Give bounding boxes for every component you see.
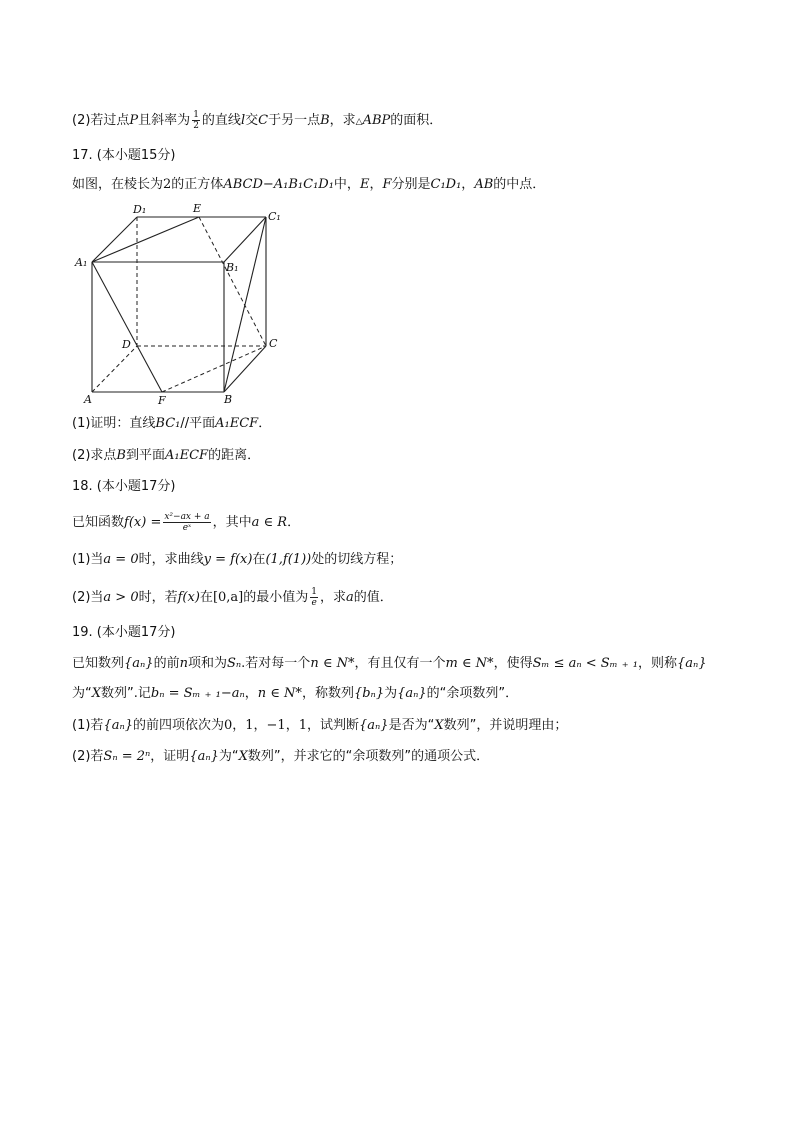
text: ． bbox=[258, 416, 272, 431]
frac-num: x²−ax + a bbox=[164, 512, 210, 522]
math-an: {aₙ} bbox=[103, 718, 133, 733]
math-point: (1,f(1)) bbox=[265, 552, 312, 567]
text: (2)若 bbox=[72, 749, 104, 764]
text: ，有且仅有一个 bbox=[354, 656, 446, 671]
text: 为 bbox=[384, 686, 398, 701]
q18-part2 bbox=[72, 587, 393, 608]
label-C: C bbox=[269, 337, 278, 350]
math-cube: ABCD−A₁B₁C₁D₁ bbox=[223, 177, 334, 192]
math-ineq: Sₘ ≤ aₙ < Sₘ ₊ ₁ bbox=[532, 656, 639, 671]
q18-header: 18. (本小题17分) bbox=[72, 479, 176, 494]
text: 于另一点 bbox=[268, 113, 321, 128]
label-A1: A₁ bbox=[75, 256, 88, 269]
text: ，求 bbox=[320, 590, 347, 605]
text: 的前四项依次为 bbox=[132, 718, 224, 733]
q18-part1 bbox=[72, 551, 402, 569]
math-E: E bbox=[359, 177, 370, 192]
text: 是否为“ bbox=[388, 718, 435, 733]
q18-stem bbox=[72, 512, 300, 533]
text: 的面积． bbox=[390, 113, 443, 128]
text: ， bbox=[461, 177, 475, 192]
math-cond: a > 0 bbox=[103, 590, 139, 605]
text: 到平面 bbox=[125, 448, 165, 463]
text: 在 bbox=[199, 590, 213, 605]
text: 的值． bbox=[353, 590, 393, 605]
label-D: D bbox=[122, 338, 131, 351]
text: ，称数列 bbox=[301, 686, 354, 701]
q19-header: 19. (本小题17分) bbox=[72, 625, 176, 640]
math-an: {aₙ} bbox=[397, 686, 427, 701]
q17-stem bbox=[72, 176, 545, 194]
math-Sn-def: Sₙ = 2ⁿ bbox=[103, 749, 151, 764]
math-B: B bbox=[320, 113, 330, 128]
text: 的最小值为 bbox=[243, 590, 309, 605]
text: (2)求点 bbox=[72, 448, 117, 463]
q17-part1 bbox=[72, 415, 271, 433]
math-values: 0，1，−1，1 bbox=[224, 718, 307, 733]
text: 项和为 bbox=[187, 656, 227, 671]
math-a: a bbox=[346, 590, 354, 605]
label-A: A bbox=[84, 393, 92, 406]
text: 为“ bbox=[72, 686, 92, 701]
math-bn-def: bₙ = Sₘ ₊ ₁−aₙ bbox=[150, 686, 245, 701]
text: ，其中 bbox=[212, 515, 252, 530]
text: 且斜率为 bbox=[138, 113, 191, 128]
text: ，使得 bbox=[493, 656, 533, 671]
text: 中， bbox=[333, 177, 360, 192]
text: 的直线 bbox=[201, 113, 241, 128]
text: //平面 bbox=[180, 416, 216, 431]
math-n: n bbox=[179, 656, 188, 671]
label-F: F bbox=[158, 394, 166, 407]
text: 已知数列 bbox=[72, 656, 125, 671]
text: ， bbox=[244, 686, 258, 701]
text: ，试判断 bbox=[306, 718, 359, 733]
label-C1: C₁ bbox=[268, 210, 281, 223]
text: 如图，在棱长为 bbox=[72, 177, 164, 192]
text: (2)若过点 bbox=[72, 113, 130, 128]
text: .若对每一个 bbox=[241, 656, 311, 671]
q19-line1 bbox=[72, 655, 707, 673]
text: ， bbox=[369, 177, 383, 192]
math-an: {aₙ} bbox=[677, 656, 707, 671]
text: (1)若 bbox=[72, 718, 104, 733]
text: 为“ bbox=[218, 749, 239, 764]
label-B1: B₁ bbox=[226, 261, 239, 274]
frac-den: eˣ bbox=[182, 523, 192, 533]
frac-den: 2 bbox=[193, 121, 199, 131]
text: ，求 bbox=[329, 113, 356, 128]
q19-line2 bbox=[72, 685, 518, 703]
math-B: B bbox=[116, 448, 126, 463]
q17-header: 17. (本小题15分) bbox=[72, 148, 176, 163]
math-cond: a = 0 bbox=[103, 552, 139, 567]
text: 的距离． bbox=[208, 448, 261, 463]
frac-num: 1 bbox=[311, 587, 317, 597]
math-an: {aₙ} bbox=[189, 749, 219, 764]
text: (1)当 bbox=[72, 552, 104, 567]
text: 的“余项数列”． bbox=[426, 686, 519, 701]
fraction-f bbox=[163, 512, 210, 533]
text: 分别是 bbox=[391, 177, 431, 192]
math-AB: AB bbox=[474, 177, 494, 192]
math-X: X bbox=[434, 718, 444, 733]
math-X: X bbox=[91, 686, 102, 701]
q17-part2 bbox=[72, 447, 260, 465]
math-eq: = bbox=[146, 515, 162, 530]
text: ． bbox=[287, 515, 301, 530]
math-an: {aₙ} bbox=[359, 718, 389, 733]
text: ，则称 bbox=[638, 656, 678, 671]
text: 数列”.记 bbox=[101, 686, 151, 701]
math-curve: y = f(x) bbox=[203, 552, 253, 567]
text: 的中点． bbox=[493, 177, 546, 192]
text: 的正方体 bbox=[171, 177, 224, 192]
triangle-symbol: △ bbox=[355, 117, 363, 127]
q19-part1 bbox=[72, 717, 567, 735]
math-A1ECF: A₁ECF bbox=[165, 448, 209, 463]
text: (2)当 bbox=[72, 590, 104, 605]
math-F: F bbox=[382, 177, 392, 192]
fraction-1-over-e bbox=[310, 587, 318, 608]
math-ABP: ABP bbox=[362, 113, 391, 128]
text: 时，求曲线 bbox=[138, 552, 204, 567]
math-l: l bbox=[240, 113, 246, 128]
label-D1: D₁ bbox=[133, 203, 147, 216]
math-C: C bbox=[258, 113, 269, 128]
frac-num: 1 bbox=[193, 110, 199, 120]
math-A1ECF: A₁ECF bbox=[215, 416, 259, 431]
math-BC1: BC₁ bbox=[155, 416, 181, 431]
math-Sn: Sₙ bbox=[226, 656, 242, 671]
math-bn: {bₙ} bbox=[353, 686, 385, 701]
text: 数列”，并求它的“余项数列”的通项公式． bbox=[247, 749, 490, 764]
math-n-in-N: n ∈ N* bbox=[310, 656, 355, 671]
text: 时，若 bbox=[138, 590, 178, 605]
text: 处的切线方程； bbox=[311, 552, 403, 567]
text: ，证明 bbox=[150, 749, 190, 764]
math-m-in-N: m ∈ N* bbox=[445, 656, 494, 671]
q19-part2 bbox=[72, 748, 489, 766]
text: 数列”，并说明理由； bbox=[443, 718, 568, 733]
label-E: E bbox=[193, 202, 202, 215]
math-P: P bbox=[129, 113, 139, 128]
text: (1)证明：直线 bbox=[72, 416, 156, 431]
text: 在 bbox=[252, 552, 266, 567]
frac-den: e bbox=[311, 598, 317, 608]
math-an: {aₙ} bbox=[124, 656, 154, 671]
math-interval: [0,a] bbox=[212, 590, 244, 605]
text: 已知函数 bbox=[72, 515, 125, 530]
math-a-in-R: a ∈ R bbox=[251, 515, 288, 530]
math-fx: f(x) bbox=[124, 515, 147, 530]
text: 交 bbox=[245, 113, 259, 128]
math-C1D1: C₁D₁ bbox=[430, 177, 462, 192]
math-fx: f(x) bbox=[177, 590, 200, 605]
label-B: B bbox=[224, 393, 233, 406]
text: 的前 bbox=[153, 656, 180, 671]
fraction-half bbox=[192, 110, 200, 131]
q16-part2 bbox=[72, 110, 442, 131]
math-2: 2 bbox=[163, 177, 172, 192]
math-X: X bbox=[238, 749, 248, 764]
cube-figure bbox=[70, 198, 290, 410]
math-n-in-N: n ∈ N* bbox=[257, 686, 302, 701]
